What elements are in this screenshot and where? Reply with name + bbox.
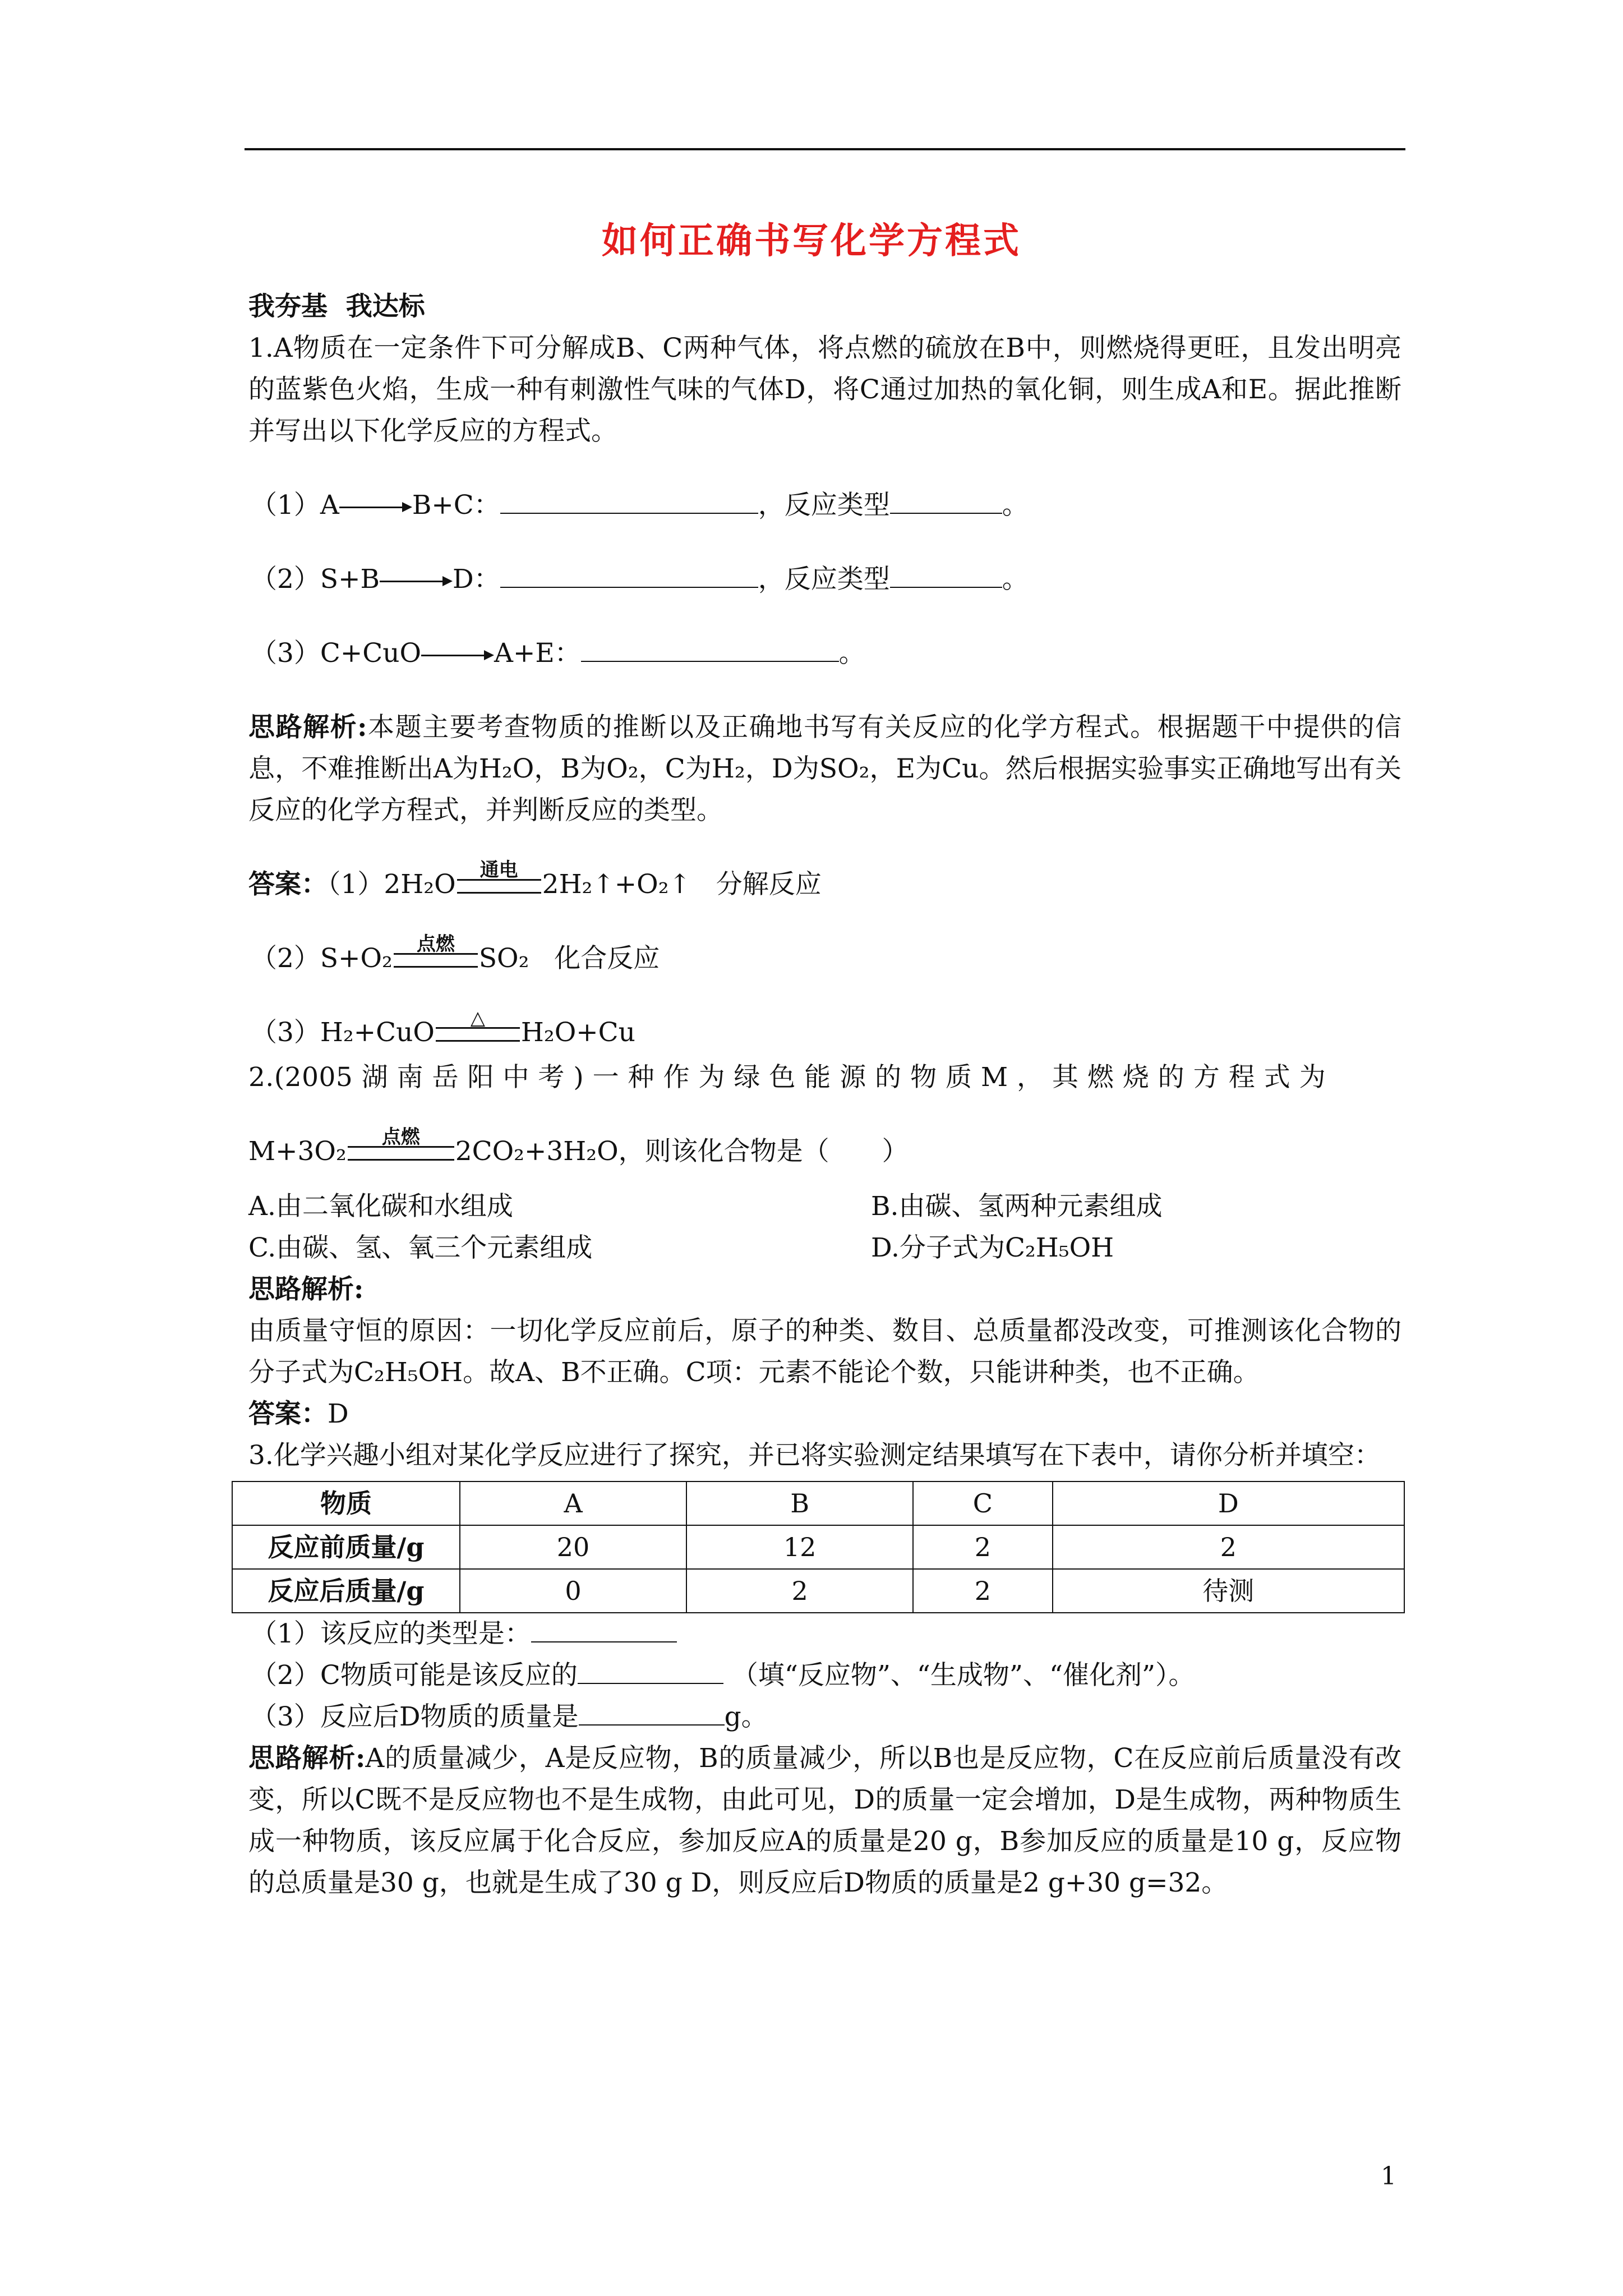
analysis-label: 思路解析: bbox=[248, 712, 367, 743]
q1-item-2: （2）S+B D： ，反应类型 。 bbox=[248, 559, 1401, 600]
q1-answer-3: （3）H₂+CuO △ H₂O+Cu bbox=[251, 1007, 635, 1048]
answer-blank[interactable] bbox=[890, 562, 1002, 588]
answer-blank[interactable] bbox=[500, 488, 758, 514]
answer-blank[interactable] bbox=[579, 1700, 725, 1726]
answer-blank[interactable] bbox=[500, 562, 758, 588]
table-cell: 12 bbox=[686, 1525, 913, 1569]
reaction-condition: 通电 bbox=[457, 879, 541, 894]
analysis-label: 思路解析: bbox=[248, 1743, 366, 1774]
header-rule bbox=[245, 148, 1405, 150]
reaction-condition: 点燃 bbox=[394, 953, 478, 968]
analysis-text: A的质量减少，A是反应物，B的质量减少，所以B也是反应物，C在反应前后质量没有改变，所以C既不是反应物也不是生成物，由此可见，D的质量一定会增加，D是生成物，两种物质生成一种物质，该反应属于化合反应，参加反应A的质量是20 g，B参加反应的质量是10 g，反应物的总质量是30 g，也就是生成了30 g D，则反应后D物质的质量是2 g+30 g=32。 bbox=[248, 1743, 1402, 1898]
arrow-icon bbox=[380, 576, 453, 587]
table-cell: 2 bbox=[686, 1569, 913, 1613]
section-heading: 我夯基 我达标 bbox=[248, 291, 425, 322]
table-cell: 反应后质量/g bbox=[232, 1569, 460, 1613]
option-b[interactable]: B.由碳、氢两种元素组成 bbox=[871, 1191, 1163, 1222]
option-d[interactable]: D.分子式为C₂H₅OH bbox=[871, 1232, 1114, 1263]
table-header-row bbox=[232, 1481, 1404, 1525]
page-title: 如何正确书写化学方程式 bbox=[602, 220, 1021, 262]
arrow-icon bbox=[339, 501, 412, 513]
document-body bbox=[248, 286, 1401, 1904]
analysis-text: 本题主要考查物质的推断以及正确地书写有关反应的化学方程式。根据题干中提供的信息，不难推断出A为H₂O，B为O₂，C为H₂，D为SO₂，E为Cu。然后根据实验事实正确地写出有关反应的化学方程式，并判断反应的类型。 bbox=[248, 712, 1401, 826]
q2-answer bbox=[248, 1393, 1401, 1435]
q3-analysis bbox=[248, 1738, 1401, 1904]
page-number: 1 bbox=[1381, 2162, 1396, 2191]
option-a[interactable]: A.由二氧化碳和水组成 bbox=[248, 1191, 513, 1222]
reaction-condition: △ bbox=[436, 1027, 520, 1042]
table-cell: B bbox=[686, 1481, 913, 1525]
table-cell: 20 bbox=[460, 1525, 686, 1569]
table-cell: 物质 bbox=[232, 1481, 460, 1525]
table-cell: 0 bbox=[460, 1569, 686, 1613]
table-cell: D bbox=[1053, 1481, 1404, 1525]
q3-sub-1: （1）该反应的类型是： bbox=[248, 1613, 1401, 1655]
table-cell: 2 bbox=[913, 1525, 1052, 1569]
table-cell: C bbox=[913, 1481, 1052, 1525]
answer-blank[interactable] bbox=[578, 1658, 723, 1684]
table-cell: 2 bbox=[1053, 1525, 1404, 1569]
q3-stem: 3.化学兴趣小组对某化学反应进行了探究，并已将实验测定结果填写在下表中，请你分析并填空： bbox=[248, 1440, 1381, 1471]
answer-blank[interactable] bbox=[581, 636, 839, 662]
q1-answer-1: 答案：（1）2H₂O 通电 2H₂↑+O₂↑ 分解反应 bbox=[248, 859, 822, 900]
arrow-icon bbox=[421, 650, 494, 661]
answer-label: 答案： bbox=[248, 1398, 328, 1429]
q1-analysis bbox=[248, 707, 1401, 831]
q1-item-1: （1）A B+C： ，反应类型 。 bbox=[248, 485, 1401, 526]
q3-sub-2: （2）C物质可能是该反应的 （填“反应物”、“生成物”、“催化剂”）。 bbox=[248, 1655, 1401, 1696]
table-cell: 待测 bbox=[1053, 1569, 1404, 1613]
q1-answer-2: （2）S+O₂ 点燃 SO₂ 化合反应 bbox=[251, 933, 660, 974]
q2-equation: M+3O₂ 点燃 2CO₂+3H₂O，则该化合物是（ ） bbox=[248, 1126, 909, 1167]
q2-analysis: 由质量守恒的原因：一切化学反应前后，原子的种类、数目、总质量都没改变，可推测该化合物的分子式为C₂H₅OH。故A、B不正确。C项：元素不能论个数，只能讲种类，也不正确。 bbox=[248, 1315, 1401, 1388]
table-cell: 2 bbox=[913, 1569, 1052, 1613]
answer-label: 答案： bbox=[248, 869, 328, 900]
q3-sub-3: （3）反应后D物质的质量是 g。 bbox=[248, 1696, 1401, 1738]
q1-item-3: （3）C+CuO A+E： 。 bbox=[248, 633, 1401, 674]
answer-blank[interactable] bbox=[890, 488, 1002, 514]
table-row bbox=[232, 1569, 1404, 1613]
q2-stem-line1: 2.(2005 湖 南 岳 阳 中 考 ) 一 种 作 为 绿 色 能 源 的 物 质 M ， 其 燃 烧 的 方 程 式 为 bbox=[248, 1062, 1326, 1093]
table-row bbox=[232, 1525, 1404, 1569]
q2-analysis-label: 思路解析: bbox=[248, 1274, 364, 1305]
answer-value: D bbox=[328, 1398, 349, 1429]
answer-blank[interactable] bbox=[531, 1617, 677, 1642]
q1-stem: 1.A物质在一定条件下可分解成B、C两种气体，将点燃的硫放在B中，则燃烧得更旺，且发出明亮的蓝紫色火焰，生成一种有刺激性气味的气体D，将C通过加热的氧化铜，则生成A和E。据此推断并写出以下化学反应的方程式。 bbox=[248, 333, 1401, 447]
q2-options bbox=[248, 1186, 1401, 1269]
table-cell: A bbox=[460, 1481, 686, 1525]
data-table bbox=[232, 1481, 1405, 1613]
table-cell: 反应前质量/g bbox=[232, 1525, 460, 1569]
reaction-condition: 点燃 bbox=[348, 1146, 454, 1161]
option-c[interactable]: C.由碳、氢、氧三个元素组成 bbox=[248, 1232, 593, 1263]
